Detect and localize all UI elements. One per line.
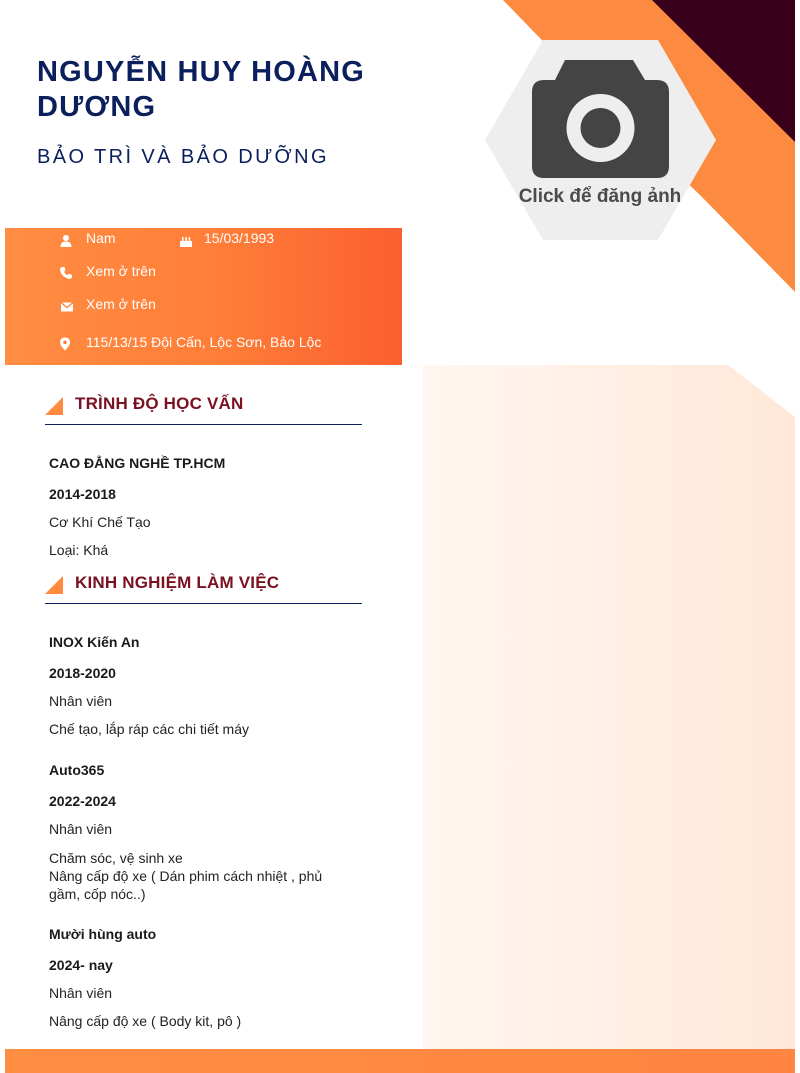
job-description: Chăm sóc, vệ sinh xe Nâng cấp độ xe ( Dán phim cách nhiệt , phủ gầm, cốp nóc..): [49, 850, 323, 902]
job-description: Nâng cấp độ xe ( Body kit, pô ): [49, 1013, 242, 1029]
footer-accent-bar: [5, 1049, 795, 1073]
email-value: Xem ở trên: [86, 296, 156, 312]
education-grade: Loại: Khá: [49, 542, 109, 558]
map-marker-icon: [58, 337, 72, 351]
gender-value: Nam: [86, 230, 116, 246]
birthday-cake-icon: [179, 234, 193, 248]
email-icon: [60, 300, 74, 314]
education-heading: TRÌNH ĐỘ HỌC VẤN: [75, 394, 244, 413]
job-position: Nhân viên: [49, 693, 113, 709]
job-period: 2018-2020: [49, 665, 116, 681]
education-section-header: [45, 392, 362, 425]
section-triangle-icon: [45, 397, 63, 415]
job-title: BẢO TRÌ VÀ BẢO DƯỠNG: [37, 146, 329, 168]
birthday-value: 15/03/1993: [204, 230, 275, 246]
job-company: Auto365: [49, 762, 105, 778]
experience-heading: KINH NGHIỆM LÀM VIỆC: [75, 573, 280, 592]
phone-icon: [59, 266, 73, 280]
user-icon: [59, 234, 73, 248]
education-period: 2014-2018: [49, 486, 116, 502]
contact-info-panel: [5, 228, 402, 365]
job-company: INOX Kiến An: [49, 634, 140, 650]
phone-value: Xem ở trên: [86, 263, 156, 279]
photo-upload-area[interactable]: [485, 40, 716, 240]
job-period: 2024- nay: [49, 957, 113, 973]
job-position: Nhân viên: [49, 985, 113, 1001]
section-triangle-icon: [45, 576, 63, 594]
education-school: CAO ĐẲNG NGHỀ TP.HCM: [49, 455, 226, 471]
photo-upload-caption[interactable]: Click để đăng ảnh: [518, 186, 682, 207]
job-company: Mười hùng auto: [49, 926, 157, 942]
education-major: Cơ Khí Chế Tạo: [49, 514, 151, 530]
job-period: 2022-2024: [49, 793, 116, 809]
address-value: 115/13/15 Đội Cấn, Lộc Sơn, Bảo Lộc: [86, 334, 322, 350]
experience-section-header: [45, 571, 362, 604]
candidate-name: NGUYỄN HUY HOÀNG DƯƠNG: [37, 56, 366, 123]
job-position: Nhân viên: [49, 821, 113, 837]
job-description: Chế tạo, lắp ráp các chi tiết máy: [49, 721, 249, 737]
side-decorative-panel: [423, 365, 795, 1049]
